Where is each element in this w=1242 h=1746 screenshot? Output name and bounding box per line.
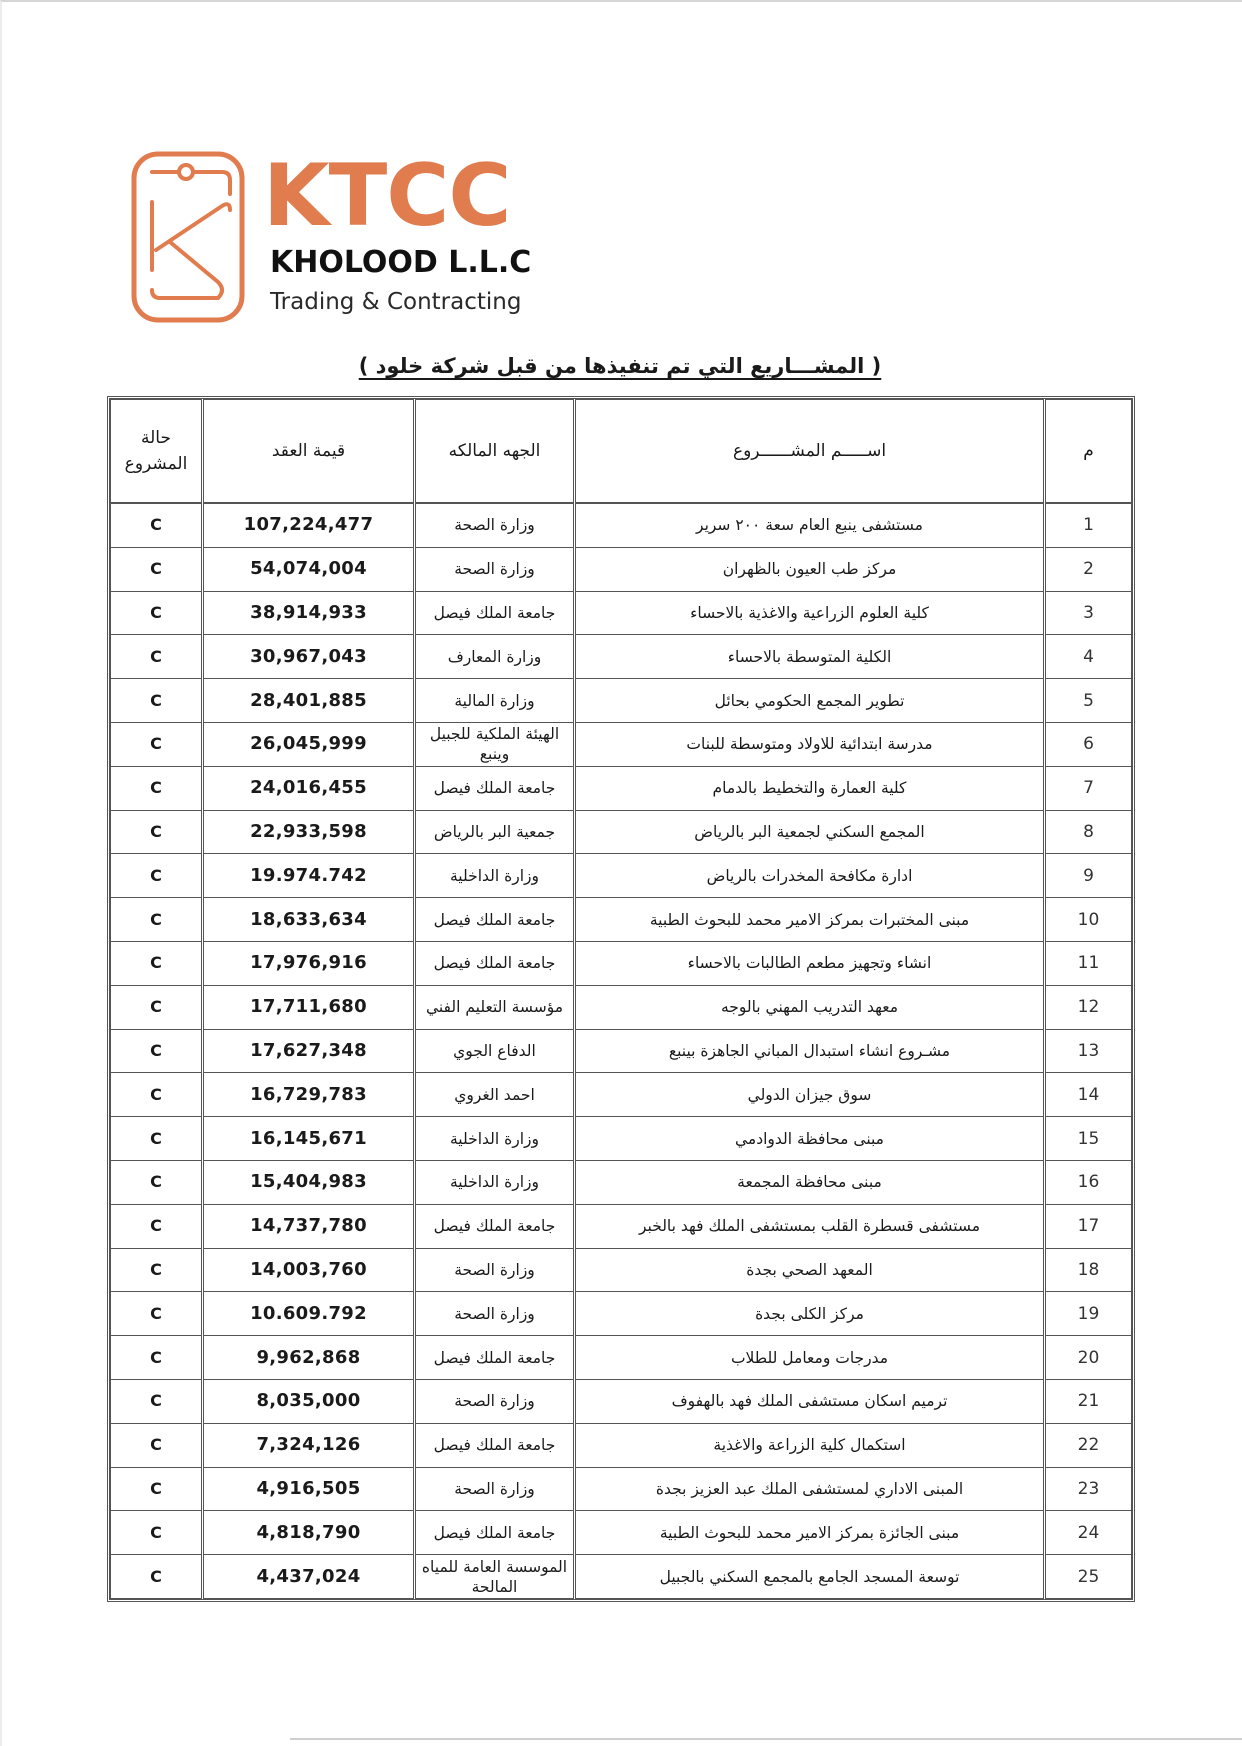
table-row xyxy=(111,591,1132,635)
cell-status: C xyxy=(111,1292,203,1336)
cell-owner: جامعة الملك فيصل xyxy=(415,1511,575,1555)
table-row xyxy=(111,635,1132,679)
cell-project-name: المعهد الصحي بجدة xyxy=(575,1248,1045,1292)
cell-status: C xyxy=(111,1511,203,1555)
cell-status: C xyxy=(111,1248,203,1292)
cell-row-number: 11 xyxy=(1045,941,1132,985)
cell-contract-value: 9,962,868 xyxy=(203,1336,415,1380)
cell-row-number: 21 xyxy=(1045,1379,1132,1423)
table-row xyxy=(111,1336,1132,1380)
cell-row-number: 5 xyxy=(1045,679,1132,723)
cell-row-number: 25 xyxy=(1045,1555,1132,1599)
cell-owner: جامعة الملك فيصل xyxy=(415,766,575,810)
table-row xyxy=(111,810,1132,854)
cell-owner: مؤسسة التعليم الفني xyxy=(415,985,575,1029)
cell-row-number: 6 xyxy=(1045,722,1132,766)
table-row xyxy=(111,503,1132,547)
cell-row-number: 17 xyxy=(1045,1204,1132,1248)
cell-row-number: 16 xyxy=(1045,1160,1132,1204)
cell-status: C xyxy=(111,1555,203,1599)
table-header-row xyxy=(111,400,1132,504)
cell-owner: وزارة الصحة xyxy=(415,1248,575,1292)
cell-owner: جامعة الملك فيصل xyxy=(415,1204,575,1248)
cell-owner: احمد الغروي xyxy=(415,1073,575,1117)
header-project-name: اســـــم المشــــــروع xyxy=(575,400,1045,504)
cell-project-name: مبنى الجائزة بمركز الامير محمد للبحوث الطبية xyxy=(575,1511,1045,1555)
cell-row-number: 4 xyxy=(1045,635,1132,679)
cell-contract-value: 54,074,004 xyxy=(203,547,415,591)
company-logo xyxy=(130,146,590,325)
cell-owner: جامعة الملك فيصل xyxy=(415,941,575,985)
cell-status: C xyxy=(111,547,203,591)
cell-project-name: ادارة مكافحة المخدرات بالرياض xyxy=(575,854,1045,898)
cell-project-name: تطوير المجمع الحكومي بحائل xyxy=(575,679,1045,723)
cell-contract-value: 7,324,126 xyxy=(203,1423,415,1467)
cell-project-name: مدرجات ومعامل للطلاب xyxy=(575,1336,1045,1380)
cell-owner: وزارة المعارف xyxy=(415,635,575,679)
cell-contract-value: 17,627,348 xyxy=(203,1029,415,1073)
cell-row-number: 3 xyxy=(1045,591,1132,635)
cell-owner: الهيئة الملكية للجبيل وينبع xyxy=(415,722,575,766)
cell-row-number: 14 xyxy=(1045,1073,1132,1117)
cell-status: C xyxy=(111,1204,203,1248)
cell-project-name: كلية العمارة والتخطيط بالدمام xyxy=(575,766,1045,810)
cell-status: C xyxy=(111,985,203,1029)
cell-row-number: 24 xyxy=(1045,1511,1132,1555)
cell-owner: وزارة الداخلية xyxy=(415,1117,575,1161)
logo-tagline: Trading & Contracting xyxy=(270,289,522,315)
table-row xyxy=(111,766,1132,810)
cell-status: C xyxy=(111,591,203,635)
cell-contract-value: 26,045,999 xyxy=(203,722,415,766)
table-body xyxy=(111,503,1132,1598)
cell-row-number: 9 xyxy=(1045,854,1132,898)
header-status: حالة المشروع xyxy=(111,400,203,504)
cell-status: C xyxy=(111,810,203,854)
cell-status: C xyxy=(111,1379,203,1423)
cell-project-name: مستشفى ينبع العام سعة ٢٠٠ سرير xyxy=(575,503,1045,547)
cell-owner: وزارة الصحة xyxy=(415,547,575,591)
cell-contract-value: 4,437,024 xyxy=(203,1555,415,1599)
cell-project-name: المجمع السكني لجمعية البر بالرياض xyxy=(575,810,1045,854)
cell-owner: جامعة الملك فيصل xyxy=(415,591,575,635)
cell-owner: جامعة الملك فيصل xyxy=(415,1336,575,1380)
cell-contract-value: 17,976,916 xyxy=(203,941,415,985)
cell-owner: وزارة الداخلية xyxy=(415,854,575,898)
cell-row-number: 23 xyxy=(1045,1467,1132,1511)
cell-contract-value: 4,916,505 xyxy=(203,1467,415,1511)
cell-contract-value: 14,003,760 xyxy=(203,1248,415,1292)
cell-row-number: 8 xyxy=(1045,810,1132,854)
header-row-number: م xyxy=(1045,400,1132,504)
cell-status: C xyxy=(111,1029,203,1073)
cell-status: C xyxy=(111,1467,203,1511)
cell-project-name: مدرسة ابتدائية للاولاد ومتوسطة للبنات xyxy=(575,722,1045,766)
cell-status: C xyxy=(111,679,203,723)
header-owner: الجهه المالكه xyxy=(415,400,575,504)
table-row xyxy=(111,547,1132,591)
cell-status: C xyxy=(111,898,203,942)
table-row xyxy=(111,722,1132,766)
cell-row-number: 15 xyxy=(1045,1117,1132,1161)
table-row xyxy=(111,898,1132,942)
projects-table xyxy=(110,399,1132,1599)
cell-project-name: المبنى الاداري لمستشفى الملك عبد العزيز بجدة xyxy=(575,1467,1045,1511)
cell-row-number: 22 xyxy=(1045,1423,1132,1467)
cell-contract-value: 28,401,885 xyxy=(203,679,415,723)
cell-project-name: مبنى المختبرات بمركز الامير محمد للبحوث الطبية xyxy=(575,898,1045,942)
cell-status: C xyxy=(111,1073,203,1117)
cell-owner: جامعة الملك فيصل xyxy=(415,898,575,942)
cell-contract-value: 22,933,598 xyxy=(203,810,415,854)
table-row xyxy=(111,679,1132,723)
cell-row-number: 1 xyxy=(1045,503,1132,547)
cell-project-name: توسعة المسجد الجامع بالمجمع السكني بالجبيل xyxy=(575,1555,1045,1599)
cell-owner: وزارة المالية xyxy=(415,679,575,723)
cell-contract-value: 4,818,790 xyxy=(203,1511,415,1555)
cell-project-name: مبنى محافظة المجمعة xyxy=(575,1160,1045,1204)
cell-project-name: استكمال كلية الزراعة والاغذية xyxy=(575,1423,1045,1467)
projects-table-container xyxy=(107,396,1135,1602)
cell-owner: وزارة الصحة xyxy=(415,1467,575,1511)
cell-project-name: مركز طب العيون بالظهران xyxy=(575,547,1045,591)
cell-project-name: سوق جيزان الدولي xyxy=(575,1073,1045,1117)
cell-status: C xyxy=(111,1160,203,1204)
table-row xyxy=(111,1292,1132,1336)
cell-owner: وزارة الصحة xyxy=(415,503,575,547)
k-monogram-icon xyxy=(130,150,246,324)
cell-row-number: 2 xyxy=(1045,547,1132,591)
cell-owner: وزارة الداخلية xyxy=(415,1160,575,1204)
cell-owner: وزارة الصحة xyxy=(415,1379,575,1423)
table-row xyxy=(111,1511,1132,1555)
cell-row-number: 12 xyxy=(1045,985,1132,1029)
cell-status: C xyxy=(111,635,203,679)
cell-contract-value: 19.974.742 xyxy=(203,854,415,898)
cell-contract-value: 107,224,477 xyxy=(203,503,415,547)
cell-status: C xyxy=(111,1117,203,1161)
cell-status: C xyxy=(111,766,203,810)
table-row xyxy=(111,985,1132,1029)
cell-row-number: 19 xyxy=(1045,1292,1132,1336)
cell-row-number: 13 xyxy=(1045,1029,1132,1073)
scan-edge-line xyxy=(290,1738,1242,1740)
cell-owner: جمعية البر بالرياض xyxy=(415,810,575,854)
table-row xyxy=(111,1204,1132,1248)
cell-contract-value: 24,016,455 xyxy=(203,766,415,810)
cell-status: C xyxy=(111,941,203,985)
table-row xyxy=(111,1379,1132,1423)
cell-status: C xyxy=(111,722,203,766)
cell-row-number: 10 xyxy=(1045,898,1132,942)
cell-status: C xyxy=(111,1423,203,1467)
logo-company-name: KHOLOOD L.L.C xyxy=(270,245,532,280)
cell-contract-value: 38,914,933 xyxy=(203,591,415,635)
cell-row-number: 18 xyxy=(1045,1248,1132,1292)
cell-contract-value: 17,711,680 xyxy=(203,985,415,1029)
header-contract-value: قيمة العقد xyxy=(203,400,415,504)
cell-row-number: 20 xyxy=(1045,1336,1132,1380)
document-title-text: ( المشـــاريع التي تم تنفيذها من قبل شركة خلود ) xyxy=(358,354,882,378)
cell-contract-value: 15,404,983 xyxy=(203,1160,415,1204)
cell-owner: جامعة الملك فيصل xyxy=(415,1423,575,1467)
table-row xyxy=(111,1248,1132,1292)
cell-project-name: معهد التدريب المهني بالوجه xyxy=(575,985,1045,1029)
cell-contract-value: 10.609.792 xyxy=(203,1292,415,1336)
cell-contract-value: 16,145,671 xyxy=(203,1117,415,1161)
table-row xyxy=(111,1160,1132,1204)
cell-contract-value: 16,729,783 xyxy=(203,1073,415,1117)
cell-project-name: مبنى محافظة الدوادمي xyxy=(575,1117,1045,1161)
document-title xyxy=(300,350,940,382)
cell-status: C xyxy=(111,503,203,547)
table-row xyxy=(111,941,1132,985)
cell-status: C xyxy=(111,1336,203,1380)
cell-project-name: مستشفى قسطرة القلب بمستشفى الملك فهد بالخبر xyxy=(575,1204,1045,1248)
cell-owner: وزارة الصحة xyxy=(415,1292,575,1336)
cell-project-name: مشـروع انشاء استبدال المباني الجاهزة بينبع xyxy=(575,1029,1045,1073)
logo-brand-text: KTCC xyxy=(263,146,511,246)
table-row xyxy=(111,1073,1132,1117)
cell-project-name: انشاء وتجهيز مطعم الطالبات بالاحساء xyxy=(575,941,1045,985)
cell-owner: الموسسة العامة للمياه المالحة xyxy=(415,1555,575,1599)
cell-contract-value: 18,633,634 xyxy=(203,898,415,942)
table-header xyxy=(111,400,1132,504)
table-row xyxy=(111,1555,1132,1599)
cell-contract-value: 30,967,043 xyxy=(203,635,415,679)
cell-project-name: كلية العلوم الزراعية والاغذية بالاحساء xyxy=(575,591,1045,635)
cell-project-name: مركز الكلى بجدة xyxy=(575,1292,1045,1336)
table-row xyxy=(111,1117,1132,1161)
table-row xyxy=(111,1423,1132,1467)
cell-owner: الدفاع الجوي xyxy=(415,1029,575,1073)
cell-status: C xyxy=(111,854,203,898)
cell-contract-value: 14,737,780 xyxy=(203,1204,415,1248)
cell-contract-value: 8,035,000 xyxy=(203,1379,415,1423)
cell-project-name: ترميم اسكان مستشفى الملك فهد بالهفوف xyxy=(575,1379,1045,1423)
table-row xyxy=(111,1029,1132,1073)
table-row xyxy=(111,1467,1132,1511)
cell-project-name: الكلية المتوسطة بالاحساء xyxy=(575,635,1045,679)
table-row xyxy=(111,854,1132,898)
cell-row-number: 7 xyxy=(1045,766,1132,810)
